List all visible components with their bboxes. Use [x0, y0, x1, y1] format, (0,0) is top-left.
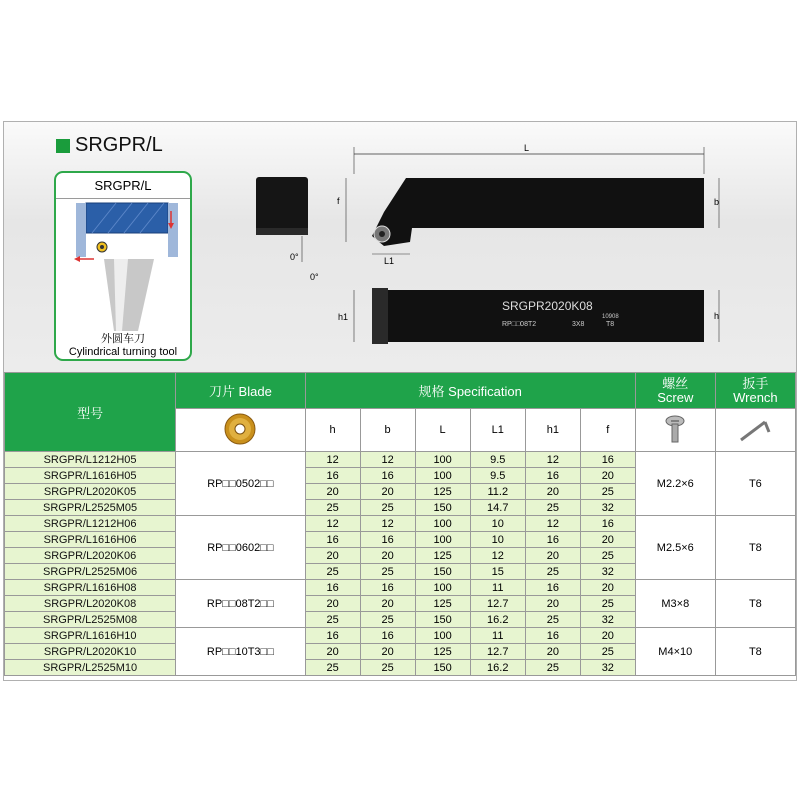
screw-en: Screw	[657, 389, 694, 405]
spec-cell-h: 25	[305, 612, 360, 628]
spec-cell-l1: 12.7	[470, 644, 525, 660]
wrench-cn: 扳手	[742, 375, 769, 391]
model-cell: SRGPR/L2020K06	[5, 548, 176, 564]
wrench-en: Wrench	[733, 389, 778, 405]
spec-cell-l: 100	[415, 628, 470, 644]
dim-h1-label: h1	[338, 312, 349, 322]
spec-cell-h: 20	[305, 548, 360, 564]
spec-cell-l: 150	[415, 564, 470, 580]
dim-h-label: h	[714, 311, 720, 321]
screw-image	[635, 409, 715, 452]
spec-cell-l1: 16.2	[470, 660, 525, 676]
spec-cell-b: 25	[360, 500, 415, 516]
screw-cell: M4×10	[635, 628, 715, 676]
spec-cell-f: 25	[580, 644, 635, 660]
screw-cell: M2.2×6	[635, 452, 715, 516]
spec-cell-h: 16	[305, 628, 360, 644]
spec-cell-l1: 15	[470, 564, 525, 580]
wrench-cell: T8	[715, 580, 795, 628]
spec-cell-l: 100	[415, 516, 470, 532]
spec-cell-f: 32	[580, 660, 635, 676]
spec-cell-l1: 11	[470, 580, 525, 596]
spec-cell-b: 16	[360, 628, 415, 644]
legend-header: SRGPR/L	[56, 173, 190, 199]
spec-cell-l: 125	[415, 644, 470, 660]
spec-col-l: L	[415, 409, 470, 452]
wrench-cell: T8	[715, 628, 795, 676]
model-cell: SRGPR/L1616H08	[5, 580, 176, 596]
tool-legend-box	[54, 171, 192, 361]
tool-marking-insert: RP□□08T2	[502, 321, 537, 328]
spec-cell-l1: 11.2	[470, 484, 525, 500]
dim-L-label: L	[524, 143, 530, 153]
drawing-area	[4, 122, 796, 372]
model-cell: SRGPR/L1212H06	[5, 516, 176, 532]
spec-cell-b: 16	[360, 580, 415, 596]
angle-1-label: 0°	[290, 252, 299, 262]
table-row	[5, 516, 796, 532]
spec-cell-h: 25	[305, 660, 360, 676]
spec-cell-l: 125	[415, 484, 470, 500]
angle-2-label: 0°	[310, 272, 319, 282]
tool-marking-screw: 3X8	[572, 321, 585, 328]
spec-cell-h: 20	[305, 484, 360, 500]
spec-cell-b: 12	[360, 516, 415, 532]
spec-cell-b: 25	[360, 660, 415, 676]
spec-cell-b: 12	[360, 452, 415, 468]
spec-cell-h: 20	[305, 596, 360, 612]
model-cell: SRGPR/L2020K05	[5, 484, 176, 500]
blade-cell: RP□□0502□□	[176, 452, 305, 516]
spec-cell-l: 100	[415, 468, 470, 484]
screw-cell: M3×8	[635, 580, 715, 628]
tool-drawing	[234, 142, 734, 372]
spec-cell-f: 16	[580, 516, 635, 532]
spec-cell-l1: 14.7	[470, 500, 525, 516]
spec-cell-h1: 25	[525, 564, 580, 580]
model-cell: SRGPR/L1212H05	[5, 452, 176, 468]
spec-cell-f: 25	[580, 484, 635, 500]
spec-cell-h: 12	[305, 452, 360, 468]
spec-cell-l: 150	[415, 500, 470, 516]
spec-cell-l1: 9.5	[470, 468, 525, 484]
spec-cell-f: 25	[580, 596, 635, 612]
model-cell: SRGPR/L2525M10	[5, 660, 176, 676]
blade-cell: RP□□0602□□	[176, 516, 305, 580]
model-cell: SRGPR/L2020K08	[5, 596, 176, 612]
dim-L1-label: L1	[384, 256, 395, 266]
catalog-panel	[3, 121, 797, 681]
spec-cell-h: 12	[305, 516, 360, 532]
spec-cell-h1: 20	[525, 548, 580, 564]
spec-cell-b: 20	[360, 644, 415, 660]
spec-cell-b: 20	[360, 548, 415, 564]
caption-cn: 外圆车刀	[101, 333, 145, 345]
spec-cell-l: 100	[415, 532, 470, 548]
spec-cell-h1: 20	[525, 484, 580, 500]
wrench-cell: T6	[715, 452, 795, 516]
blade-cell: RP□□10T3□□	[176, 628, 305, 676]
spec-col-h1: h1	[525, 409, 580, 452]
wrench-cell: T8	[715, 516, 795, 580]
spec-cell-f: 32	[580, 612, 635, 628]
model-cell: SRGPR/L2525M08	[5, 612, 176, 628]
table-row	[5, 628, 796, 644]
spec-cell-f: 16	[580, 452, 635, 468]
spec-cell-l: 150	[415, 660, 470, 676]
blade-cell: RP□□08T2□□	[176, 580, 305, 628]
spec-cell-b: 16	[360, 468, 415, 484]
spec-cell-l1: 12	[470, 548, 525, 564]
spec-cell-h1: 12	[525, 452, 580, 468]
spec-cell-h: 25	[305, 500, 360, 516]
header-screw	[635, 373, 715, 409]
spec-cell-l1: 10	[470, 516, 525, 532]
model-cell: SRGPR/L1616H05	[5, 468, 176, 484]
spec-cell-l1: 16.2	[470, 612, 525, 628]
spec-cell-f: 20	[580, 468, 635, 484]
screw-icon	[660, 412, 690, 446]
model-cell: SRGPR/L2525M06	[5, 564, 176, 580]
spec-cell-f: 32	[580, 500, 635, 516]
spec-cell-f: 25	[580, 548, 635, 564]
table-row	[5, 580, 796, 596]
spec-cell-l: 125	[415, 596, 470, 612]
legend-caption	[56, 333, 190, 359]
dim-b-label: b	[714, 197, 720, 207]
tool-marking-main: SRGPR2020K08	[502, 299, 593, 313]
spec-cell-h1: 16	[525, 468, 580, 484]
tool-marking-code: 10908	[602, 314, 619, 320]
tool-marking-wrench: T8	[606, 321, 615, 328]
spec-cell-b: 20	[360, 596, 415, 612]
spec-cell-l1: 11	[470, 628, 525, 644]
spec-cell-b: 25	[360, 564, 415, 580]
model-cell: SRGPR/L2525M05	[5, 500, 176, 516]
spec-col-f: f	[580, 409, 635, 452]
spec-cell-h1: 12	[525, 516, 580, 532]
spec-cell-l1: 9.5	[470, 452, 525, 468]
spec-cell-h1: 25	[525, 660, 580, 676]
spec-cell-f: 20	[580, 580, 635, 596]
spec-cell-h: 16	[305, 468, 360, 484]
spec-cell-h1: 16	[525, 532, 580, 548]
spec-cell-h: 16	[305, 532, 360, 548]
spec-cell-h: 16	[305, 580, 360, 596]
table-row	[5, 452, 796, 468]
title-text: SRGPR/L	[75, 134, 163, 156]
insert-image	[176, 409, 305, 452]
spec-cell-l1: 12.7	[470, 596, 525, 612]
spec-cell-h1: 20	[525, 644, 580, 660]
spec-cell-l: 100	[415, 452, 470, 468]
spec-col-b: b	[360, 409, 415, 452]
header-spec: 规格 Specification	[305, 373, 635, 409]
screw-cn: 螺丝	[662, 375, 689, 391]
spec-cell-h1: 25	[525, 500, 580, 516]
page-title	[56, 134, 163, 157]
wrench-image	[715, 409, 795, 452]
dim-f-label: f	[337, 196, 340, 206]
wrench-icon	[735, 412, 775, 446]
model-cell: SRGPR/L1616H10	[5, 628, 176, 644]
spec-table	[4, 372, 796, 676]
spec-cell-h1: 25	[525, 612, 580, 628]
spec-col-l1: L1	[470, 409, 525, 452]
spec-cell-f: 20	[580, 532, 635, 548]
spec-cell-h1: 16	[525, 628, 580, 644]
model-cell: SRGPR/L2020K10	[5, 644, 176, 660]
spec-col-h: h	[305, 409, 360, 452]
spec-cell-h: 25	[305, 564, 360, 580]
spec-cell-b: 25	[360, 612, 415, 628]
spec-cell-l: 150	[415, 612, 470, 628]
screw-cell: M2.5×6	[635, 516, 715, 580]
caption-en: Cylindrical turning tool	[68, 346, 178, 358]
spec-cell-h1: 16	[525, 580, 580, 596]
spec-cell-l: 100	[415, 580, 470, 596]
spec-cell-f: 32	[580, 564, 635, 580]
title-marker-icon	[56, 139, 70, 153]
spec-cell-f: 20	[580, 628, 635, 644]
spec-cell-h1: 20	[525, 596, 580, 612]
spec-cell-h: 20	[305, 644, 360, 660]
spec-cell-l1: 10	[470, 532, 525, 548]
header-model: 型号	[5, 373, 176, 452]
spec-cell-l: 125	[415, 548, 470, 564]
model-cell: SRGPR/L1616H06	[5, 532, 176, 548]
turning-illustration	[56, 199, 190, 331]
round-insert-icon	[220, 411, 260, 447]
header-blade: 刀片 Blade	[176, 373, 305, 409]
header-wrench	[715, 373, 795, 409]
spec-cell-b: 16	[360, 532, 415, 548]
spec-cell-b: 20	[360, 484, 415, 500]
